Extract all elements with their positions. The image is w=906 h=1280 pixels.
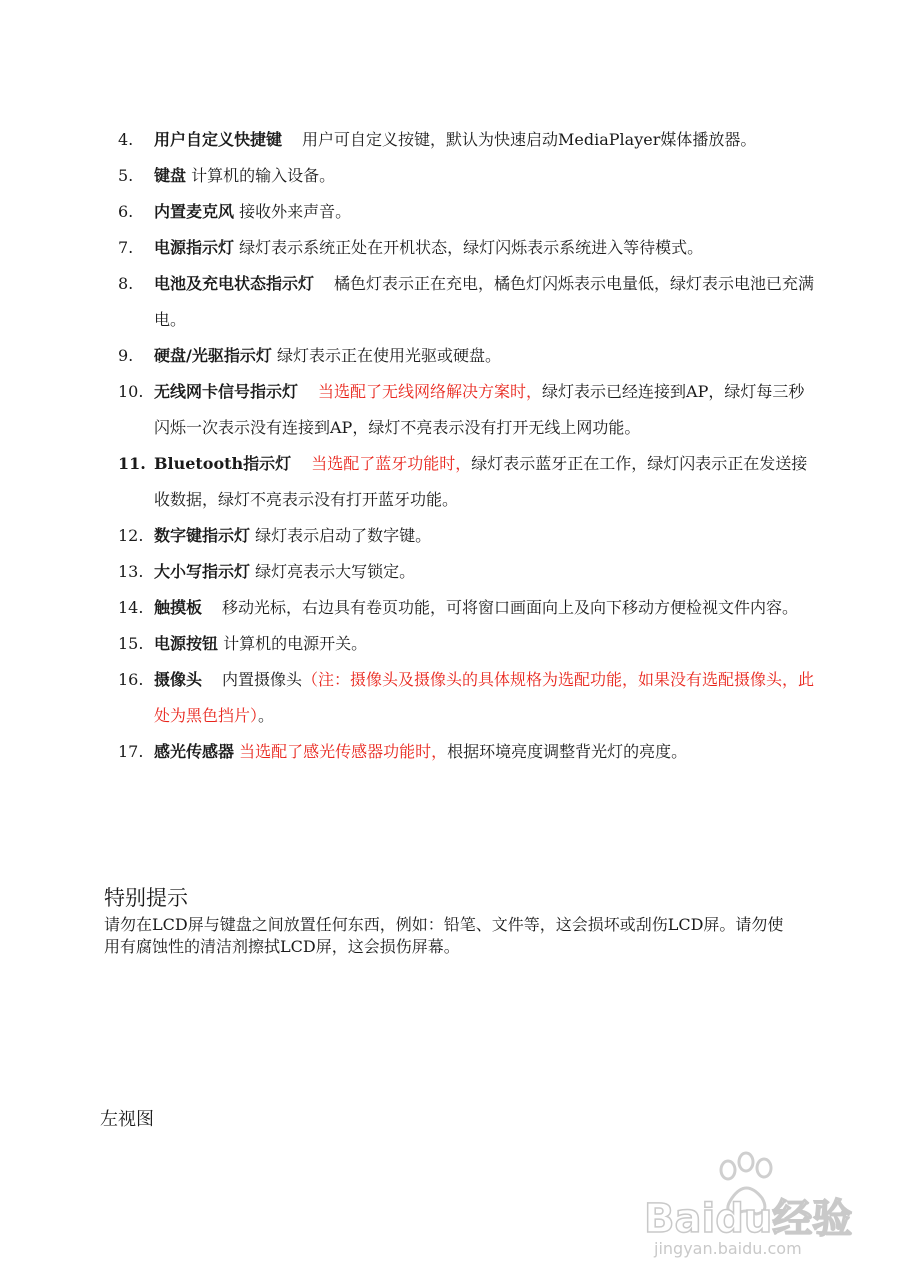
item-tail: 。	[258, 706, 275, 725]
item-term: 摄像头	[154, 670, 203, 689]
item-term: 用户自定义快捷键	[154, 130, 283, 149]
item-term: 内置麦克风	[154, 202, 235, 221]
item-term: Bluetooth指示灯	[154, 454, 292, 473]
baidu-watermark-logo	[640, 1140, 880, 1260]
item-description: 绿灯表示已经连接到AP，绿灯每三秒闪烁一次表示没有连接到AP，绿灯不亮表示没有打开无线上网功能。	[154, 382, 805, 437]
item-number: 14.	[118, 598, 144, 617]
list-item	[118, 734, 818, 770]
item-number: 8.	[118, 274, 134, 293]
item-number: 11.	[118, 454, 146, 473]
item-term: 大小写指示灯	[154, 562, 251, 581]
item-term: 数字键指示灯	[154, 526, 251, 545]
item-term: 电源指示灯	[154, 238, 235, 257]
item-description: 绿灯表示正在使用光驱或硬盘。	[276, 346, 501, 365]
watermark-brand: Baidu经验	[644, 1196, 853, 1242]
list-item	[118, 662, 818, 734]
note-body: 请勿在LCD屏与键盘之间放置任何东西，例如：铅笔、文件等，这会损坏或刮伤LCD屏。请勿使用有腐蚀性的清洁剂擦拭LCD屏，这会损伤屏幕。	[104, 915, 784, 956]
item-description: 橘色灯表示正在充电，橘色灯闪烁表示电量低，绿灯表示电池已充满电。	[154, 274, 815, 329]
item-description: 接收外来声音。	[239, 202, 352, 221]
item-description: 移动光标，右边具有卷页功能，可将窗口画面向上及向下移动方便检视文件内容。	[222, 598, 799, 617]
list-item	[118, 194, 818, 230]
item-condition: （注：摄像头及摄像头的具体规格为选配功能，如果没有选配摄像头，此处为黑色挡片）	[154, 670, 815, 725]
item-number: 17.	[118, 742, 144, 761]
list-item	[118, 518, 818, 554]
watermark-url: jingyan.baidu.com	[654, 1239, 802, 1258]
item-term: 触摸板	[154, 598, 203, 617]
item-term: 键盘	[154, 166, 187, 185]
note-title: 特别提示	[104, 886, 188, 910]
item-condition: 当选配了无线网络解决方案时，	[318, 382, 543, 401]
item-description: 绿灯表示启动了数字键。	[255, 526, 432, 545]
section-heading-left-view: 左视图	[100, 1109, 154, 1130]
item-term: 硬盘/光驱指示灯	[154, 346, 272, 365]
list-item	[118, 626, 818, 662]
item-number: 5.	[118, 166, 134, 185]
item-number: 7.	[118, 238, 134, 257]
list-item	[118, 158, 818, 194]
item-description: 计算机的输入设备。	[191, 166, 336, 185]
item-number: 16.	[118, 670, 144, 689]
item-description: 内置摄像头	[222, 670, 303, 689]
item-number: 10.	[118, 382, 144, 401]
item-description: 用户可自定义按键，默认为快速启动MediaPlayer媒体播放器。	[302, 130, 757, 149]
item-number: 15.	[118, 634, 144, 653]
list-item	[118, 338, 818, 374]
item-description: 根据环境亮度调整背光灯的亮度。	[447, 742, 688, 761]
item-term: 电源按钮	[154, 634, 219, 653]
item-number: 13.	[118, 562, 144, 581]
item-term: 无线网卡信号指示灯	[154, 382, 299, 401]
item-term: 电池及充电状态指示灯	[154, 274, 315, 293]
list-item	[118, 122, 818, 158]
item-number: 9.	[118, 346, 134, 365]
item-number: 4.	[118, 130, 134, 149]
list-item	[118, 230, 818, 266]
list-item	[118, 446, 818, 518]
item-condition: 当选配了蓝牙功能时，	[311, 454, 472, 473]
item-description: 绿灯表示系统正处在开机状态，绿灯闪烁表示系统进入等待模式。	[239, 238, 704, 257]
list-item	[118, 554, 818, 590]
item-number: 6.	[118, 202, 134, 221]
list-item	[118, 266, 818, 338]
item-description: 绿灯表示蓝牙正在工作，绿灯闪表示正在发送接收数据，绿灯不亮表示没有打开蓝牙功能。	[154, 454, 808, 509]
item-term: 感光传感器	[154, 742, 235, 761]
list-item	[118, 374, 818, 446]
item-condition: 当选配了感光传感器功能时，	[239, 742, 448, 761]
list-item	[118, 590, 818, 626]
feature-list	[118, 122, 818, 770]
item-description: 计算机的电源开关。	[223, 634, 368, 653]
item-number: 12.	[118, 526, 144, 545]
item-description: 绿灯亮表示大写锁定。	[255, 562, 416, 581]
